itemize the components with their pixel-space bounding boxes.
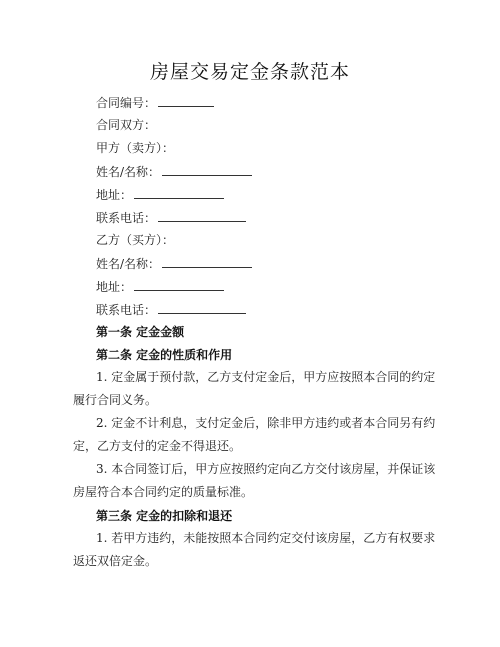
contract-number-label: 合同编号：: [96, 96, 157, 110]
contract-number-field: [96, 94, 214, 111]
article-2-clause-2: [73, 412, 443, 458]
contract-number-blank: [158, 94, 214, 107]
clause-line: 定，乙方支付的定金不得退还。: [73, 439, 242, 453]
party-b-phone-blank: [158, 301, 246, 314]
party-a-phone-field: [96, 209, 246, 226]
clause-line: 1. 定金属于预付款，乙方支付定金后，甲方应按照本合同的约定: [96, 370, 436, 384]
party-b-address-blank: [134, 278, 224, 291]
party-b-phone-label: 联系电话：: [96, 303, 157, 317]
party-a-phone-blank: [158, 209, 246, 222]
party-b-phone-field: [96, 301, 246, 318]
article-2-clause-1: [73, 366, 443, 412]
party-b-address-label: 地址：: [96, 280, 133, 294]
article-2-clause-3: [73, 458, 443, 504]
clause-line: 2. 定金不计利息，支付定金后，除非甲方违约或者本合同另有约: [96, 416, 436, 430]
party-a-name-label: 姓名/名称：: [96, 165, 161, 179]
party-a-address-field: [96, 186, 224, 203]
clause-line: 3. 本合同签订后，甲方应按照约定向乙方交付该房屋，并保证该: [96, 462, 436, 476]
party-a-name-blank: [162, 163, 252, 176]
party-a-address-label: 地址：: [96, 188, 133, 202]
party-b-label: 乙方（买方）：: [96, 233, 175, 247]
party-a-address-blank: [134, 186, 224, 199]
clause-line: 房屋符合本合同约定的质量标准。: [73, 485, 254, 499]
party-b-name-field: [96, 255, 252, 272]
article-2-heading: 第二条 定金的性质和作用: [96, 348, 233, 362]
party-b-name-label: 姓名/名称：: [96, 257, 161, 271]
clause-line: 履行合同义务。: [73, 393, 158, 407]
party-b-name-blank: [162, 255, 252, 268]
party-a-label: 甲方（卖方）：: [96, 141, 175, 155]
article-1-heading: 第一条 定金金额: [96, 325, 185, 339]
document-title: 房屋交易定金条款范本: [149, 61, 350, 83]
parties-label: 合同双方：: [96, 118, 157, 132]
clause-line: 返还双倍定金。: [73, 554, 158, 568]
party-b-address-field: [96, 278, 224, 295]
party-a-name-field: [96, 163, 252, 180]
article-3-heading: 第三条 定金的扣除和退还: [96, 509, 233, 523]
article-3-clause-1: [73, 527, 443, 573]
clause-line: 1. 若甲方违约，未能按照本合同约定交付该房屋，乙方有权要求: [96, 531, 436, 545]
party-a-phone-label: 联系电话：: [96, 211, 157, 225]
